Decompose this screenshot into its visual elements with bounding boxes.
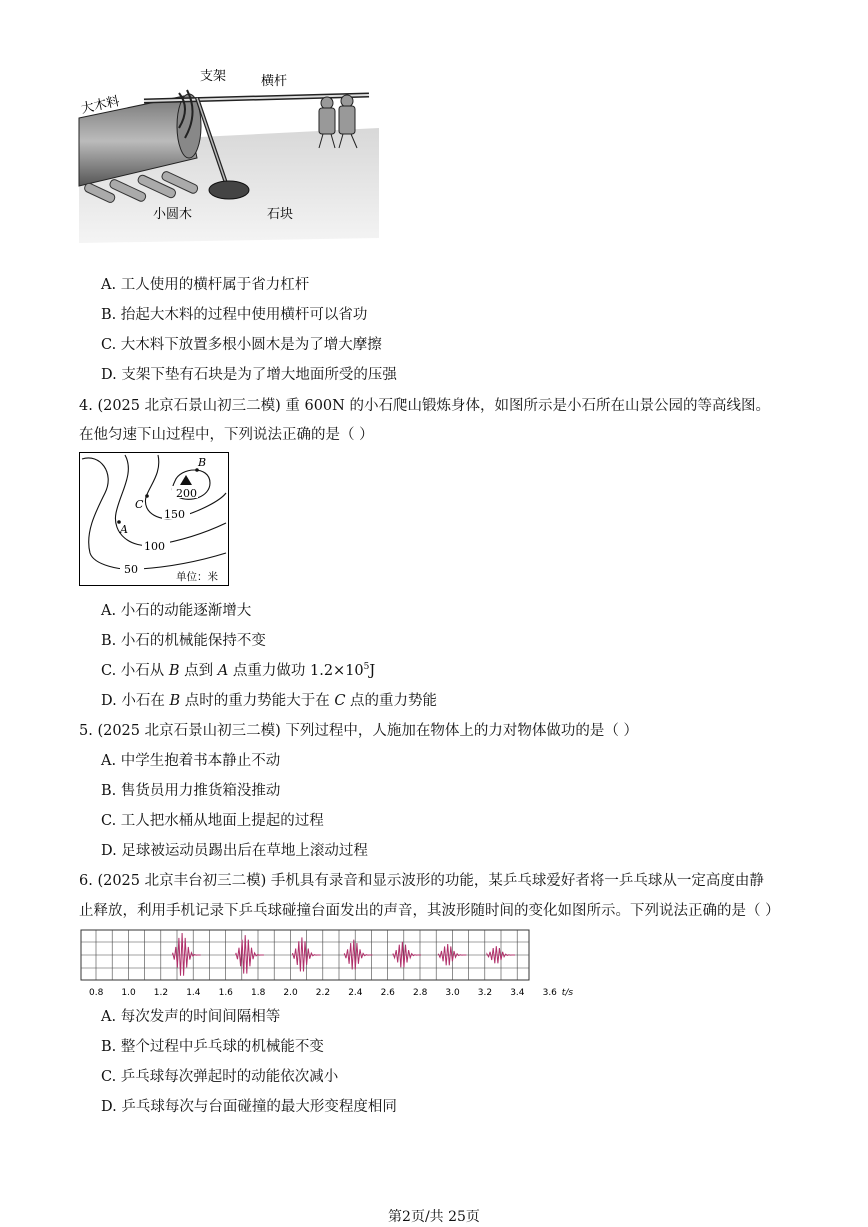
contour-label-50: 50	[124, 563, 138, 576]
point-c-label: C	[135, 498, 144, 511]
tick-label: 3.0	[445, 988, 460, 998]
tick-label: 0.8	[89, 988, 104, 998]
contour-label-100: 100	[144, 540, 165, 553]
page-footer: 第2页/共 25页	[388, 1209, 480, 1225]
contour-label-150: 150	[164, 508, 185, 521]
contour-label-200: 200	[176, 487, 197, 500]
label-support: 支架	[200, 69, 227, 84]
q5-option-c: C. 工人把水桶从地面上提起的过程	[101, 813, 324, 829]
q5-stem: 5. (2025 北京石景山初三二模) 下列过程中，人施加在物体上的力对物体做功的是（ ）	[79, 723, 638, 739]
q6-stem-line1: 6. (2025 北京丰台初三二模) 手机具有录音和显示波形的功能，某乒乓球爱好者将一乒乓球从一定高度由静	[79, 873, 764, 889]
point-c-dot	[145, 494, 149, 498]
tick-label: 2.0	[283, 988, 298, 998]
label-timber: 大木料	[79, 94, 121, 117]
q4-option-b: B. 小石的机械能保持不变	[101, 633, 266, 649]
q3-option-a: A. 工人使用的横杆属于省力杠杆	[101, 277, 310, 293]
point-a-label: A	[120, 523, 128, 536]
sound-burst	[344, 940, 372, 970]
q4-stem-line1: 4. (2025 北京石景山初三二模) 重 600N 的小石爬山锻炼身体，如图所示是小石所在山景公园的等高线图。	[79, 398, 770, 414]
q4-stem-line2: 在他匀速下山过程中，下列说法正确的是（ ）	[79, 427, 374, 443]
q6-stem-line2: 止释放，利用手机记录下乒乓球碰撞台面发出的声音，其波形随时间的变化如图所示。下列说法正确的是（ ）	[79, 903, 780, 919]
tick-label: 2.6	[380, 988, 395, 998]
label-rollers: 小圆木	[153, 207, 193, 222]
q4-option-d: D. 小石在 B 点时的重力势能大于在 C 点的重力势能	[101, 693, 438, 709]
q6-option-a: A. 每次发声的时间间隔相等	[101, 1009, 281, 1025]
q3-option-d: D. 支架下垫有石块是为了增大地面所受的压强	[101, 367, 397, 383]
sound-waveform	[79, 928, 574, 998]
tick-label: 1.0	[121, 988, 136, 998]
contour-map	[79, 452, 229, 586]
q6-option-b: B. 整个过程中乒乓球的机械能不变	[101, 1039, 324, 1055]
tick-label: 3.6	[542, 988, 557, 998]
q4-option-a: A. 小石的动能逐渐增大	[101, 603, 252, 619]
lever-illustration	[79, 68, 379, 248]
tick-label: 1.2	[153, 988, 169, 998]
axis-unit: t/s	[561, 988, 574, 998]
q3-option-b: B. 抬起大木料的过程中使用横杆可以省功	[101, 307, 368, 323]
tick-label: 1.8	[251, 988, 266, 998]
tick-label: 3.2	[477, 988, 493, 998]
q5-option-b: B. 售货员用力推货箱没推动	[101, 783, 281, 799]
q5-option-a: A. 中学生抱着书本静止不动	[101, 753, 281, 769]
peak-triangle-icon	[180, 475, 192, 485]
label-lever: 横杆	[261, 74, 288, 89]
q6-option-d: D. 乒乓球每次与台面碰撞的最大形变程度相同	[101, 1099, 397, 1115]
label-stone: 石块	[267, 207, 294, 222]
q6-option-c: C. 乒乓球每次弹起时的动能依次减小	[101, 1069, 339, 1085]
map-unit: 单位：米	[176, 571, 218, 583]
tick-label: 1.6	[218, 988, 233, 998]
tick-label: 2.4	[348, 988, 363, 998]
q4-option-c: C. 小石从 B 点到 A 点重力做功 $1.2\times 10^5J$	[101, 662, 376, 679]
point-b-label: B	[198, 456, 207, 469]
tick-label: 3.4	[510, 988, 525, 998]
q3-option-c: C. 大木料下放置多根小圆木是为了增大摩擦	[101, 337, 382, 353]
tick-label: 2.8	[413, 988, 428, 998]
q5-option-d: D. 足球被运动员踢出后在草地上滚动过程	[101, 843, 368, 859]
sound-burst	[393, 942, 421, 968]
tick-label: 1.4	[186, 988, 201, 998]
tick-label: 2.2	[315, 988, 331, 998]
